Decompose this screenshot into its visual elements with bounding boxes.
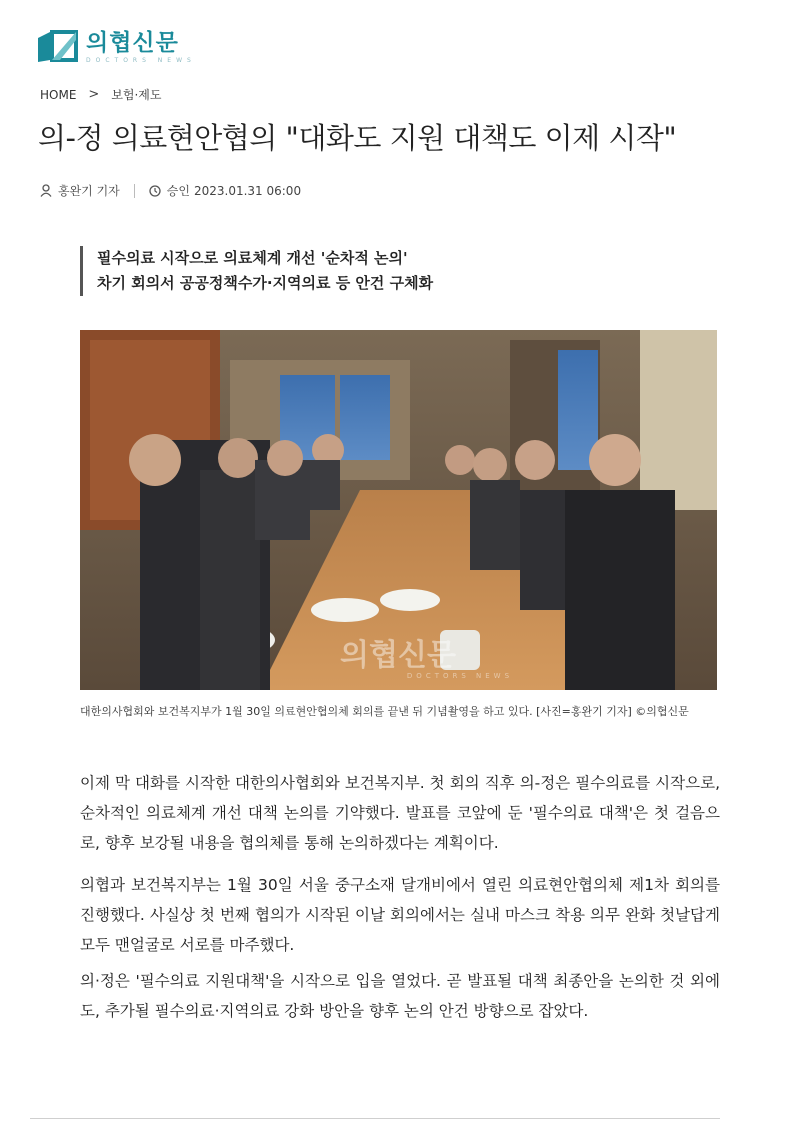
breadcrumb-section[interactable]: 보험·제도 — [111, 88, 162, 102]
logo-icon — [36, 30, 78, 64]
photo-watermark-sub: DOCTORS NEWS — [406, 672, 514, 680]
approved-date: 2023.01.31 06:00 — [193, 183, 302, 198]
photo-caption: 대한의사협회와 보건복지부가 1월 30일 의료현안협의체 회의를 끝낸 뒤 기념촬영을 하고 있다. [사진=홍완기 기자] ©의협신문 — [80, 705, 689, 718]
author-name[interactable]: 홍완기 기자 — [58, 184, 120, 198]
subheading-line: 필수의료 시작으로 의료체계 개선 '순차적 논의' — [97, 249, 408, 267]
breadcrumb-home[interactable]: HOME — [40, 87, 77, 102]
photo-watermark: 의협신문 — [340, 638, 456, 673]
article-subheading — [80, 246, 433, 296]
breadcrumb — [40, 86, 162, 103]
site-logo[interactable] — [36, 30, 196, 64]
page-title: 의-정 의료현안협의 "대화도 지원 대책도 이제 시작" — [38, 121, 677, 155]
logo-subtext: DOCTORS NEWS — [86, 56, 196, 64]
page-divider — [30, 1118, 720, 1119]
meta-divider — [134, 184, 135, 198]
meeting-photo-illustration — [80, 330, 717, 690]
article-photo — [80, 330, 717, 690]
logo-text: 의협신문 — [86, 29, 179, 56]
article-meta — [40, 182, 301, 199]
article-paragraph: 의협과 보건복지부는 1월 30일 서울 중구소재 달개비에서 열린 의료현안협의체 제1차 회의를 진행했다. 사실상 첫 번째 협의가 시작된 이날 회의에서는 실내 마스크 착용 의무 완화 첫날답게 모두 맨얼굴로 서로를 마주했다. — [80, 876, 720, 954]
article-paragraph: 의·정은 '필수의료 지원대책'을 시작으로 입을 열었다. 곧 발표될 대책 최종안을 논의한 것 외에도, 추가될 필수의료·지역의료 강화 방안을 향후 논의 안건 방향으로 잡았다. — [80, 972, 720, 1020]
subheading-line: 차기 회의서 공공정책수가·지역의료 등 안건 구체화 — [97, 274, 434, 292]
approved-label: 승인 — [166, 184, 190, 198]
article-paragraph: 이제 막 대화를 시작한 대한의사협회와 보건복지부. 첫 회의 직후 의-정은 필수의료를 시작으로, 순차적인 의료체계 개선 대책 논의를 기약했다. 발표를 코앞에 둔 '필수의료 대책'은 첫 걸음으로, 향후 보강될 내용을 협의체를 통해 논의하겠다는 계획이다. — [80, 774, 720, 852]
clock-icon — [149, 185, 161, 197]
user-icon — [40, 184, 52, 197]
chevron-right-icon: > — [88, 87, 100, 102]
